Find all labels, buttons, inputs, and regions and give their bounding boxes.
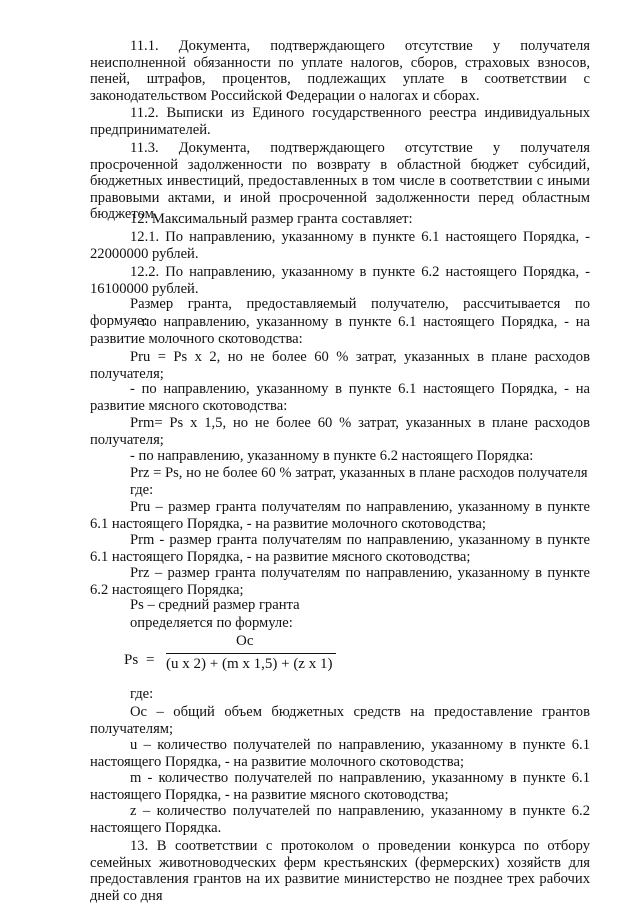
paragraph-11-3: 11.3. Документа, подтверждающего отсутствие у получателя просроченной задолженности по возврату в областной бюджет субсидий, бюджетных инвестиций, предоставленных в том числе в соответствии с иными правовыми актами, и иной просроченной задолженности перед областным бюджетом. — [90, 140, 590, 223]
where-label-2: где: — [130, 686, 154, 702]
definition-u: u – количество получателей по направлению, указанному в пункте 6.1 настоящего Порядка, - на развитие молочного скотоводства; — [90, 737, 590, 770]
formula-denominator: (u x 2) + (m x 1,5) + (z x 1) — [166, 656, 333, 672]
formula-lhs: Ps — [124, 652, 139, 668]
formula-equals: = — [146, 652, 155, 668]
formula-numerator: Ос — [236, 633, 254, 649]
formula-intro: определяется по формуле: — [130, 615, 293, 631]
formula-pru: Pru = Ps x 2, но не более 60 % затрат, указанных в плане расходов получателя; — [90, 349, 590, 382]
paragraph-direction-6-2: - по направлению, указанному в пункте 6.2 настоящего Порядка: — [130, 448, 534, 464]
definition-ps: Ps – средний размер гранта — [130, 597, 300, 613]
definition-z: z – количество получателей по направлению, указанному в пункте 6.2 настоящего Порядка. — [90, 803, 590, 836]
paragraph-12-2: 12.2. По направлению, указанному в пункте 6.2 настоящего Порядка, - 16100000 рублей. — [90, 264, 590, 297]
paragraph-direction-dairy: - по направлению, указанному в пункте 6.1 настоящего Порядка, - на развитие молочного скотоводства: — [90, 314, 590, 347]
paragraph-12-1: 12.1. По направлению, указанному в пункте 6.1 настоящего Порядка, - 22000000 рублей. — [90, 229, 590, 262]
fraction-bar — [166, 653, 336, 654]
definition-oc: Ос – общий объем бюджетных средств на предоставление грантов получателям; — [90, 704, 590, 737]
paragraph-13: 13. В соответствии с протоколом о проведении конкурса по отбору семейных животноводческих ферм крестьянских (фермерских) хозяйств для предоставления грантов на их развитие министерство не позднее трех рабочих дней со дня — [90, 838, 590, 904]
where-label-1: где: — [130, 482, 154, 498]
paragraph-11-1: 11.1. Документа, подтверждающего отсутствие у получателя неисполненной обязанности по уплате налогов, сборов, страховых взносов, пеней, штрафов, процентов, подлежащих уплате в соответствии с законодательством Российской Федерации о налогах и сборах. — [90, 38, 590, 104]
paragraph-11-2: 11.2. Выписки из Единого государственного реестра индивидуальных предпринимателей. — [90, 105, 590, 138]
definition-m: m - количество получателей по направлению, указанному в пункте 6.1 настоящего Порядка, - на развитие мясного скотоводства; — [90, 770, 590, 803]
formula-prm: Prm= Ps x 1,5, но не более 60 % затрат, указанных в плане расходов получателя; — [90, 415, 590, 448]
definition-prz: Prz – размер гранта получателям по направлению, указанному в пункте 6.2 настоящего Порядка; — [90, 565, 590, 598]
paragraph-grant-size: Размер гранта, предоставляемый получателю, рассчитывается по формуле: — [90, 296, 590, 329]
definition-pru: Pru – размер гранта получателям по направлению, указанному в пункте 6.1 настоящего Порядка, - на развитие молочного скотоводства; — [90, 499, 590, 532]
formula-prz: Prz = Ps, но не более 60 % затрат, указанных в плане расходов получателя — [130, 465, 588, 481]
paragraph-direction-meat: - по направлению, указанному в пункте 6.1 настоящего Порядка, - на развитие мясного скотоводства: — [90, 381, 590, 414]
paragraph-12: 12. Максимальный размер гранта составляет: — [130, 211, 413, 227]
definition-prm: Prm - размер гранта получателям по направлению, указанному в пункте 6.1 настоящего Порядка, - на развитие мясного скотоводства; — [90, 532, 590, 565]
